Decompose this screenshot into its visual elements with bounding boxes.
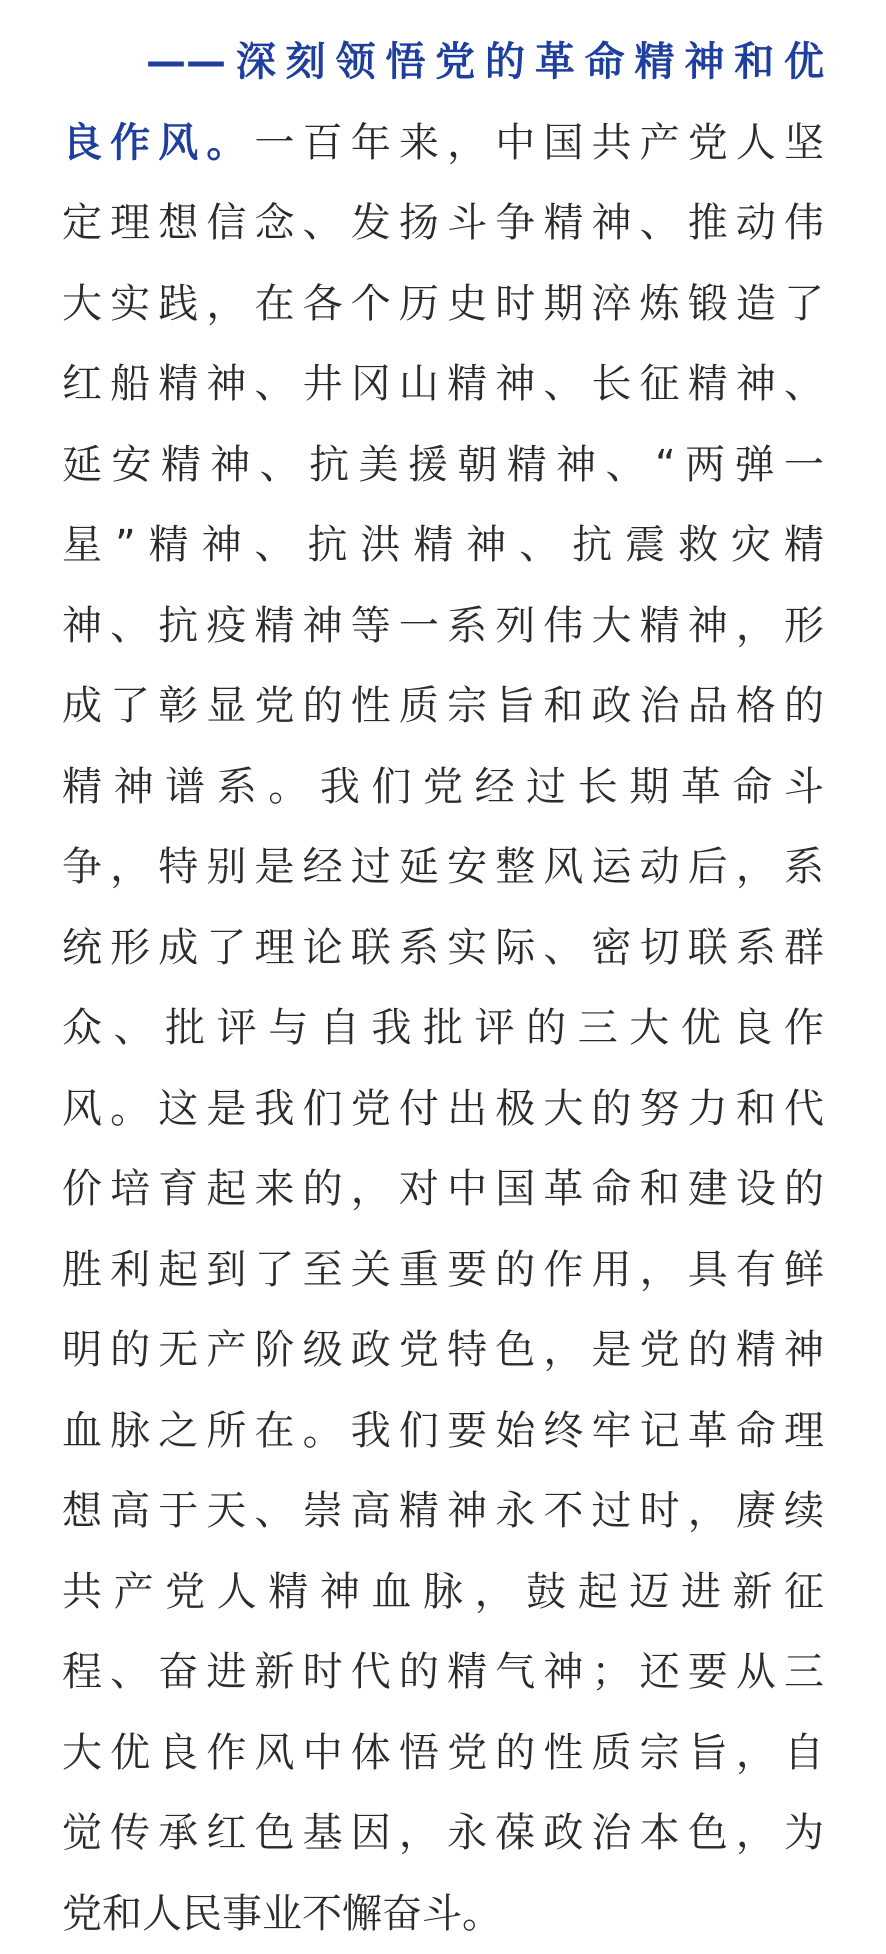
text-line-1: [62, 22, 824, 103]
text-line-15: 价培育起来的，对中国革命和建设的: [62, 1149, 824, 1230]
text-line-24: 党和人民事业不懈奋斗。: [62, 1874, 824, 1954]
text-line-4: 大实践，在各个历史时期淬炼锻造了: [62, 264, 824, 345]
text-line-20: 共产党人精神血脉，鼓起迈进新征: [62, 1552, 824, 1633]
paragraph-heading-continued: 良作风。: [62, 120, 255, 166]
text-line-10: 精神谱系。我们党经过长期革命斗: [62, 747, 824, 828]
text-line-14: 风。这是我们党付出极大的努力和代: [62, 1069, 824, 1150]
text-line-9: 成了彰显党的性质宗旨和政治品格的: [62, 666, 824, 747]
article-paragraph: [62, 22, 824, 1954]
text-line-22: 大优良作风中体悟党的性质宗旨，自: [62, 1713, 824, 1794]
text-line-19: 想高于天、崇高精神永不过时，赓续: [62, 1471, 824, 1552]
text-line-2: [62, 103, 824, 184]
text-line-3: 定理想信念、发扬斗争精神、推动伟: [62, 183, 824, 264]
text-line-8: 神、抗疫精神等一系列伟大精神，形: [62, 586, 824, 667]
text-line-2-body: 一百年来，中国共产党人坚: [255, 120, 824, 166]
text-line-17: 明的无产阶级政党特色，是党的精神: [62, 1310, 824, 1391]
text-line-12: 统形成了理论联系实际、密切联系群: [62, 908, 824, 989]
text-line-13: 众、批评与自我批评的三大优良作: [62, 988, 824, 1069]
text-line-11: 争，特别是经过延安整风运动后，系: [62, 827, 824, 908]
text-line-16: 胜利起到了至关重要的作用，具有鲜: [62, 1230, 824, 1311]
text-line-5: 红船精神、井冈山精神、长征精神、: [62, 344, 824, 425]
text-line-21: 程、奋进新时代的精气神；还要从三: [62, 1632, 824, 1713]
text-line-23: 觉传承红色基因，永葆政治本色，为: [62, 1793, 824, 1874]
text-line-7: 星”精神、抗洪精神、抗震救灾精: [62, 505, 824, 586]
text-line-6: 延安精神、抗美援朝精神、“两弹一: [62, 425, 824, 506]
text-line-18: 血脉之所在。我们要始终牢记革命理: [62, 1391, 824, 1472]
paragraph-heading: ——深刻领悟党的革命精神和优: [146, 39, 824, 85]
